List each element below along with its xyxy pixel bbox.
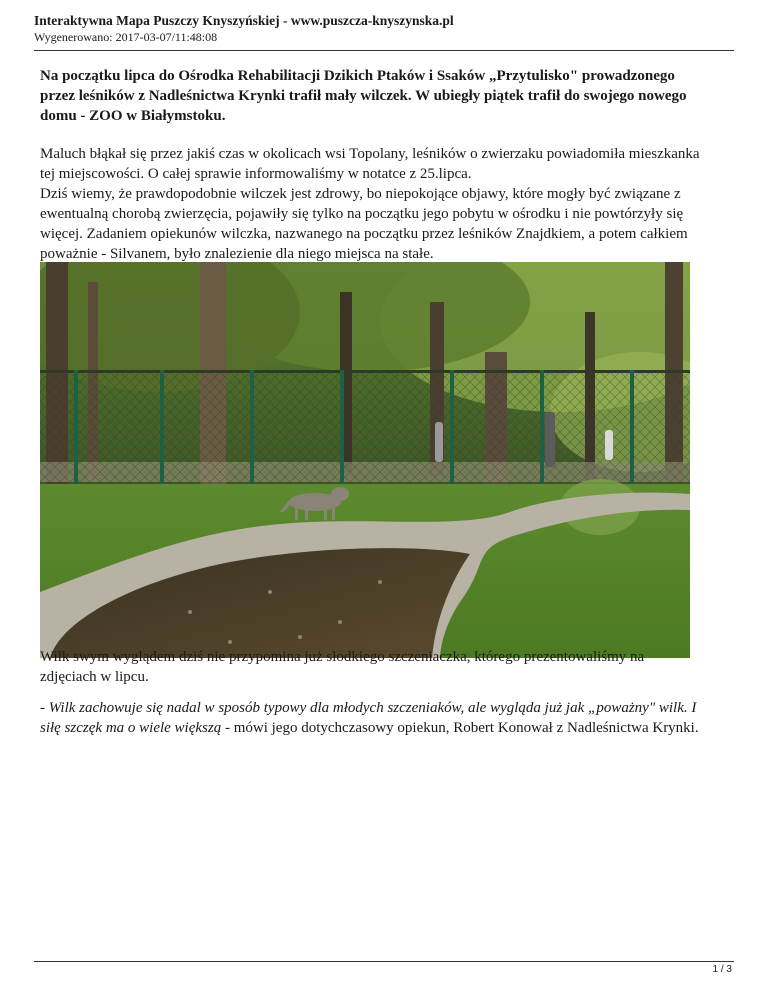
footer-divider — [34, 961, 734, 962]
quote-italic: - Wilk zachowuje się nadal w sposób typowy dla młodych szczeniaków, ale wygląda już jak „poważny" wilk. I siłę szczęk ma o wiele większą — [40, 700, 697, 736]
paragraph-2: Dziś wiemy, że prawdopodobnie wilczek jest zdrowy, bo niepokojące objawy, które mogły być związane z ewentualną chorobą zwierzęcia, pojawiły się tylko na początku jego pobytu w ośrodku i nie powtórzyły się więcej. Zadaniem opiekunów wilczka, nazwanego na początku przez leśników Znajdkiem, a potem całkiem poważnie - Silvanem, było znalezienie dla niego miejsca na stałe. — [40, 186, 688, 262]
article-lead: Na początku lipca do Ośrodka Rehabilitacji Dzikich Ptaków i Ssaków „Przytulisko" prowadzonego przez leśników z Nadleśnictwa Krynki trafił mały wilczek. W ubiegły piątek trafił do swojego nowego domu - ZOO w Białymstoku. — [40, 68, 687, 124]
page-header — [34, 12, 734, 45]
generated-timestamp: Wygenerowano: 2017-03-07/11:48:08 — [34, 30, 218, 44]
article-body — [40, 66, 700, 264]
paragraph-1: Maluch błąkał się przez jakiś czas w okolicach wsi Topolany, leśników o zwierzaku powiadomiła mieszkanka tej miejscowości. O całej sprawie informowaliśmy w notatce z 25.lipca. — [40, 146, 700, 182]
quote-paragraph — [40, 698, 700, 738]
page-number: 1 / 3 — [712, 964, 732, 975]
wolf-enclosure-photo — [40, 262, 690, 658]
photo-caption: Wilk swym wyglądem dziś nie przypomina już słodkiego szczeniaczka, którego prezentowaliśmy na zdjęciach w lipcu. — [40, 649, 645, 685]
site-title: Interaktywna Mapa Puszczy Knyszyńskiej - www.puszcza-knyszynska.pl — [34, 13, 454, 28]
header-divider — [34, 50, 734, 51]
quote-attribution: - mówi jego dotychczasowy opiekun, Robert Konował z Nadleśnictwa Krynki. — [221, 720, 699, 736]
